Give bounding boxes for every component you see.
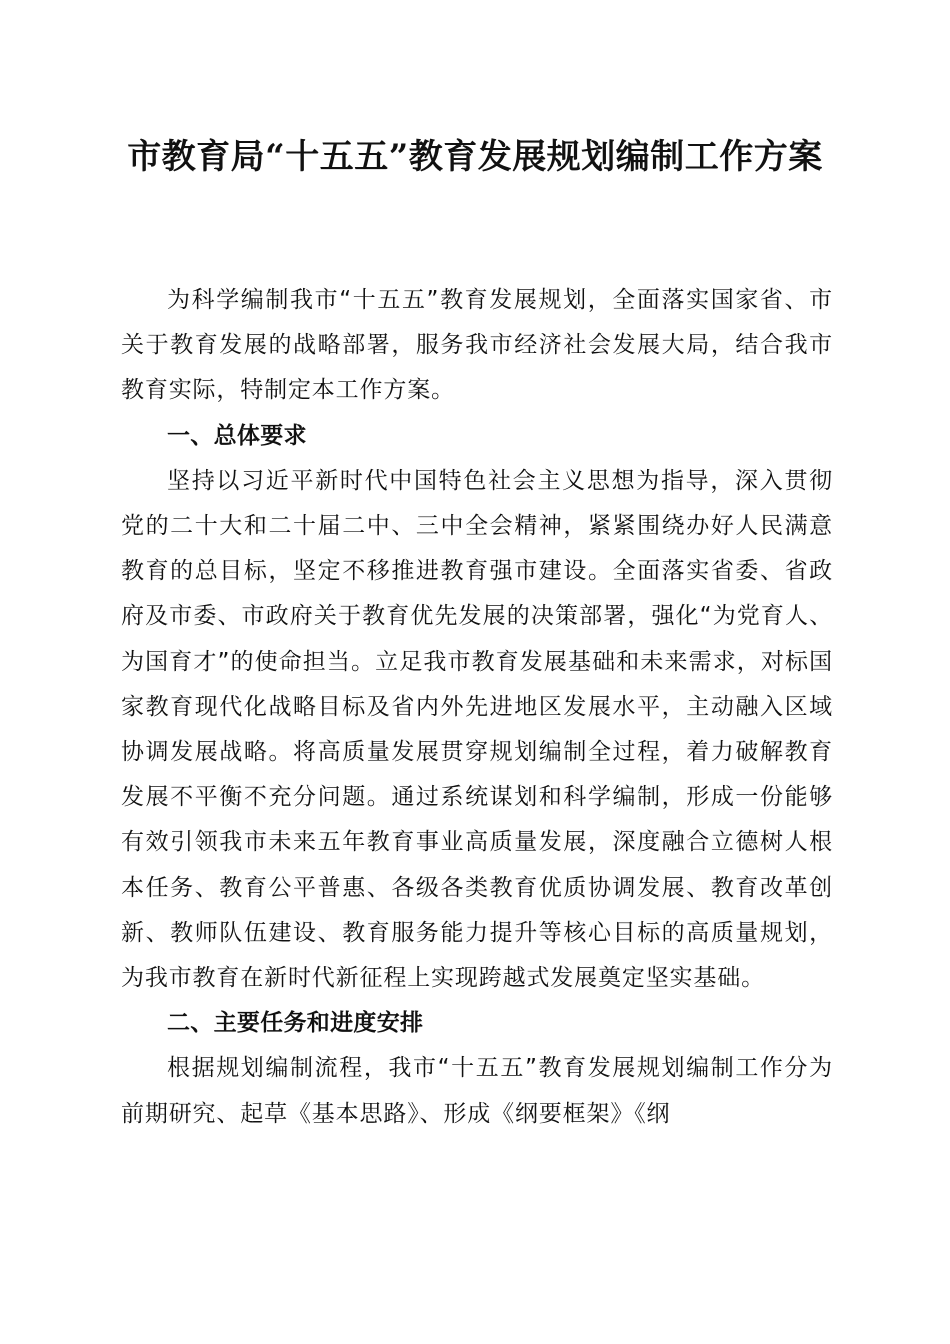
document-body — [121, 278, 833, 1137]
section-heading-general-requirements: 一、总体要求 — [167, 422, 307, 449]
main-tasks-paragraph: 根据规划编制流程，我市“十五五”教育发展规划编制工作分为前期研究、起草《基本思路》、形成《纲要框架》《纲 — [121, 1055, 833, 1127]
general-requirements-paragraph: 坚持以习近平新时代中国特色社会主义思想为指导，深入贯彻党的二十大和二十届二中、三中全会精神，紧紧围绕办好人民满意教育的总目标，坚定不移推进教育强市建设。全面落实省委、省政府及市委、市政府关于教育优先发展的决策部署，强化“为党育人、为国育才”的使命担当。立足我市教育发展基础和未来需求，对标国家教育现代化战略目标及省内外先进地区发展水平，主动融入区域协调发展战略。将高质量发展贯穿规划编制全过程，着力破解教育发展不平衡不充分问题。通过系统谋划和科学编制，形成一份能够有效引领我市未来五年教育事业高质量发展，深度融合立德树人根本任务、教育公平普惠、各级各类教育优质协调发展、教育改革创新、教师队伍建设、教育服务能力提升等核心目标的高质量规划，为我市教育在新时代新征程上实现跨越式发展奠定坚实基础。 — [121, 467, 833, 992]
section-heading-main-tasks: 二、主要任务和进度安排 — [167, 1010, 424, 1037]
intro-paragraph: 为科学编制我市“十五五”教育发展规划，全面落实国家省、市关于教育发展的战略部署，服务我市经济社会发展大局，结合我市教育实际，特制定本工作方案。 — [121, 287, 833, 404]
document-title: 市教育局“十五五”教育发展规划编制工作方案 — [127, 137, 823, 177]
